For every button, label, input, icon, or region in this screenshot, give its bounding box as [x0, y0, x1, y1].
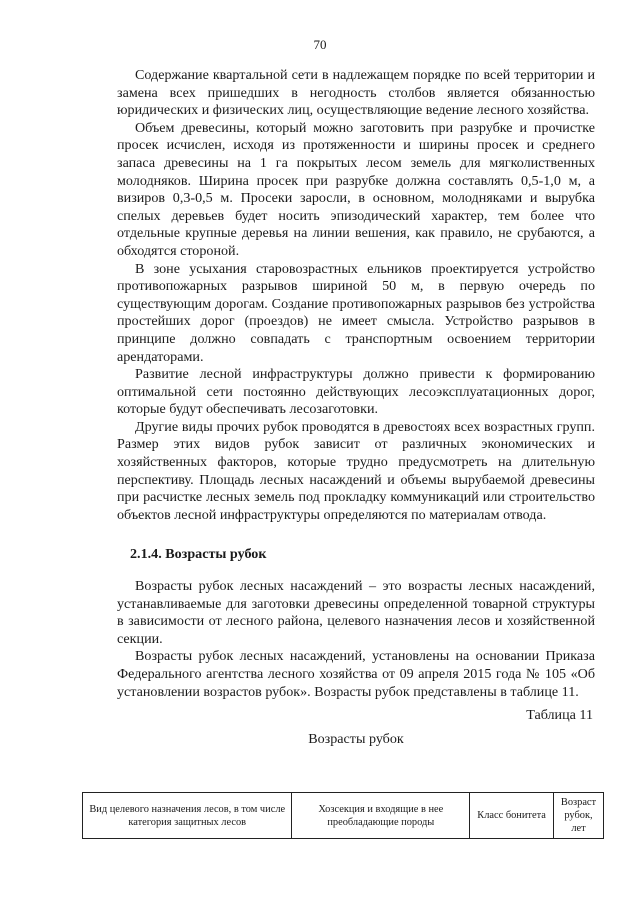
table-header-cell: Хозсекция и входящие в нее преобладающие породы: [292, 793, 470, 839]
table-header-cell: Класс бонитета: [470, 793, 554, 839]
table-title: Возрасты рубок: [308, 730, 404, 747]
table-caption: Таблица 11: [526, 707, 593, 724]
table-header-cell: Вид целевого назначения лесов, в том числе категория защитных лесов: [83, 793, 292, 839]
paragraph: Содержание квартальной сети в надлежащем порядке по всей территории и замена всех пришедших в негодность столбов является обязанностью юридических и физических лиц, осуществляющие ведение лесного хозяйства.: [117, 67, 595, 119]
body-text: [117, 67, 595, 748]
paragraph: В зоне усыхания старовозрастных ельников проектируется устройство противопожарных разрывов шириной 50 м, в первую очередь по существующим дорогам. Создание противопожарных разрывов без устройства простейших дорог (проездов) не имеет смысла. Устройство разрывов в принципе должно совпадать с транспортным освоением территории арендаторами.: [117, 260, 595, 365]
cutting-age-table: [82, 792, 604, 839]
paragraph: Возрасты рубок лесных насаждений – это возрасты лесных насаждений, устанавливаемые для заготовки древесины определенной товарной структуры в зависимости от лесного района, целевого назначения лесов и хозяйственной секции.: [117, 578, 595, 647]
table-header-cell: Возраст рубок, лет: [554, 793, 604, 839]
paragraph: Другие виды прочих рубок проводятся в древостоях всех возрастных групп. Размер этих видов рубок зависит от различных экономических и хозяйственных факторов, которые трудно предусмотреть на длительную перспективу. Площадь лесных насаждений и объемы вырубаемой древесины при расчистке лесных земель под прокладку коммуникаций или строительство объектов лесной инфраструктуры определяются по материалам отвода.: [117, 418, 595, 523]
paragraph: Объем древесины, который можно заготовить при разрубке и прочистке просек исчислен, исходя из протяженности и ширины просек и среднего запаса древесины на 1 га покрытых лесом земель для мягколиственных молодняков. Ширина просек при разрубке должна составлять 0,5-1,0 м, а визиров 0,3-0,5 м. Просеки заросли, в основном, молодняками и вырубка спелых деревьев будет носить эпизодический характер, тем более что отдельные крупные деревья на линии вешения, как правило, не срубаются, а обходятся стороной.: [117, 119, 595, 259]
page-number: 70: [313, 37, 327, 52]
paragraph: Развитие лесной инфраструктуры должно привести к формированию оптимальной сети постоянно действующих лесоэксплуатационных дорог, которые будут обеспечивать лесозаготовки.: [117, 366, 595, 418]
section-heading: 2.1.4. Возрасты рубок: [130, 546, 267, 563]
table-header-row: [83, 793, 604, 839]
paragraph: Возрасты рубок лесных насаждений, установлены на основании Приказа Федерального агентства лесного хозяйства от 09 апреля 2015 года № 105 «Об установлении возрастов рубок». Возрасты рубок представлены в таблице 11.: [117, 648, 595, 700]
